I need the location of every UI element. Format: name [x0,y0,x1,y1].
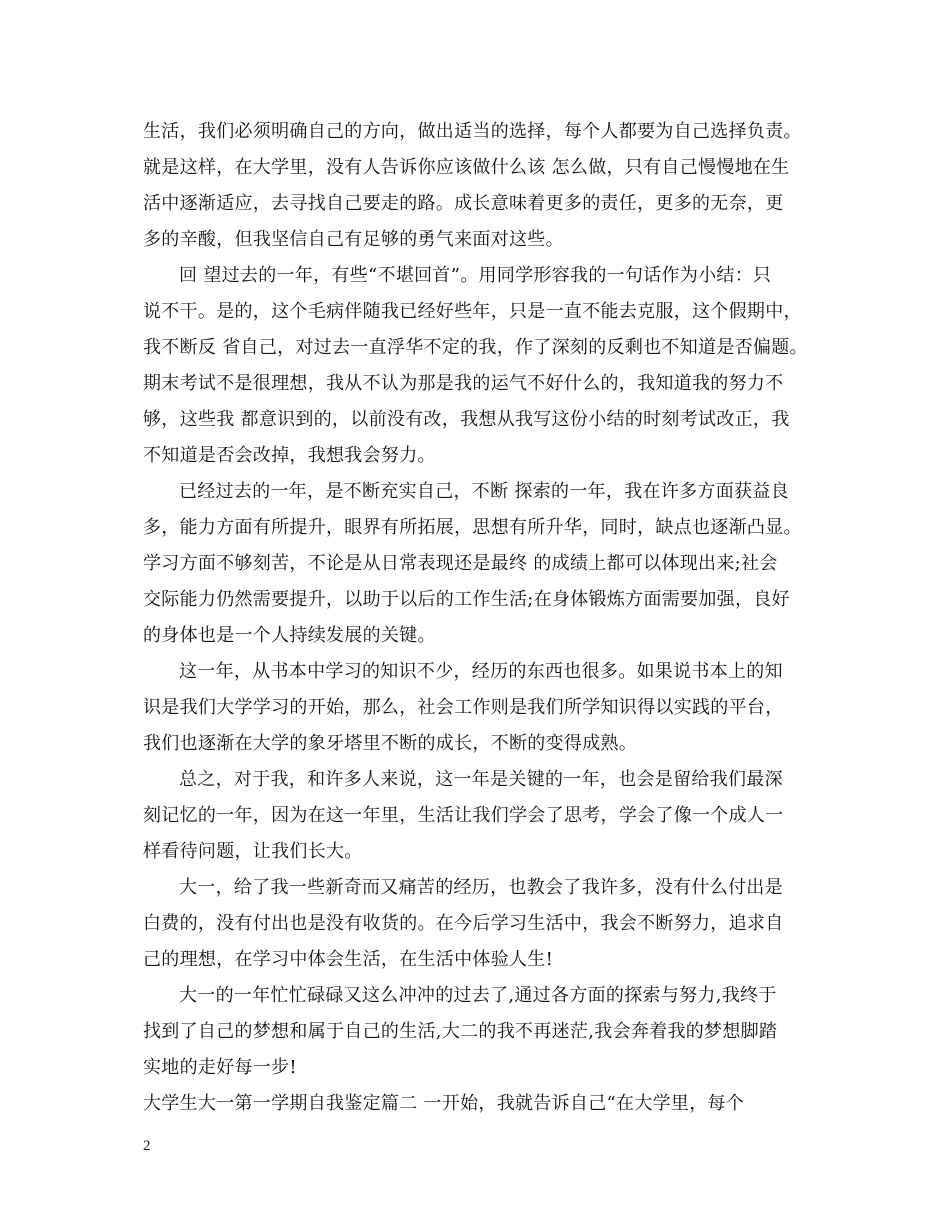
text-line: 活中逐渐适应，去寻找自己要走的路。成长意味着更多的责任，更多的无奈，更 [143,193,784,214]
text-line: 识是我们大学学习的开始，那么，社会工作则是我们所学知识得以实践的平台， [143,697,784,718]
text-line: 实地的走好每一步! [143,1057,297,1078]
text-line: 多，能力方面有所提升，眼界有所拓展，思想有所升华，同时，缺点也逐渐凸显。 [143,517,802,538]
text-line: 说不干。是的，这个毛病伴随我已经好些年，只是一直不能去克服，这个假期中， [143,301,802,322]
text-line: 学习方面不够刻苦，不论是从日常表现还是最终 的成绩上都可以体现出来;社会 [143,553,778,574]
text-line: 总之，对于我，和许多人来说，这一年是关键的一年，也会是留给我们最深 [179,769,783,790]
text-line: 我不断反 省自己，对过去一直浮华不定的我，作了深刻的反剩也不知道是否偏题。 [143,337,808,358]
text-line: 我们也逐渐在大学的象牙塔里不断的成长，不断的变得成熟。 [143,733,638,754]
page-number: 2 [143,1138,151,1154]
text-line: 大学生大一第一学期自我鉴定篇二 一开始，我就告诉自己“在大学里，每个 [143,1093,745,1114]
text-line: 生活，我们必须明确自己的方向，做出适当的选择，每个人都要为自己选择负责。 [143,121,802,142]
text-line: 己的理想，在学习中体会生活，在生活中体验人生! [143,949,554,970]
text-line: 大一的一年忙忙碌碌又这么冲冲的过去了,通过各方面的探索与努力,我终于 [179,985,777,1006]
text-line: 够，这些我 都意识到的，以前没有改，我想从我写这份小结的时刻考试改正，我 [143,409,790,430]
text-line: 白费的，没有付出也是没有收货的。在今后学习生活中，我会不断努力，追求自 [143,913,784,934]
text-line: 多的辛酸，但我坚信自己有足够的勇气来面对这些。 [143,229,564,250]
text-line: 就是这样，在大学里，没有人告诉你应该做什么该 怎么做，只有自己慢慢地在生 [143,157,790,178]
text-line: 这一年，从书本中学习的知识不少，经历的东西也很多。如果说书本上的知 [179,661,783,682]
text-line: 已经过去的一年，是不断充实自己，不断 探索的一年，我在许多方面获益良 [179,481,789,502]
text-line: 交际能力仍然需要提升，以助于以后的工作生活;在身体锻炼方面需要加强，良好 [143,589,790,610]
text-line: 样看待问题，让我们长大。 [143,841,363,862]
text-line: 回 望过去的一年，有些“不堪回首”。用同学形容我的一句话作为小结：只 [179,265,772,286]
text-line: 期末考试不是很理想，我从不认为那是我的运气不好什么的，我知道我的努力不 [143,373,784,394]
text-line: 刻记忆的一年，因为在这一年里，生活让我们学会了思考，学会了像一个成人一 [143,805,784,826]
text-line: 不知道是否会改掉，我想我会努力。 [143,445,436,466]
text-line: 大一，给了我一些新奇而又痛苦的经历，也教会了我许多，没有什么付出是 [179,877,783,898]
text-line: 找到了自己的梦想和属于自己的生活,大二的我不再迷茫,我会奔着我的梦想脚踏 [143,1021,778,1042]
text-line: 的身体也是一个人持续发展的关键。 [143,625,436,646]
